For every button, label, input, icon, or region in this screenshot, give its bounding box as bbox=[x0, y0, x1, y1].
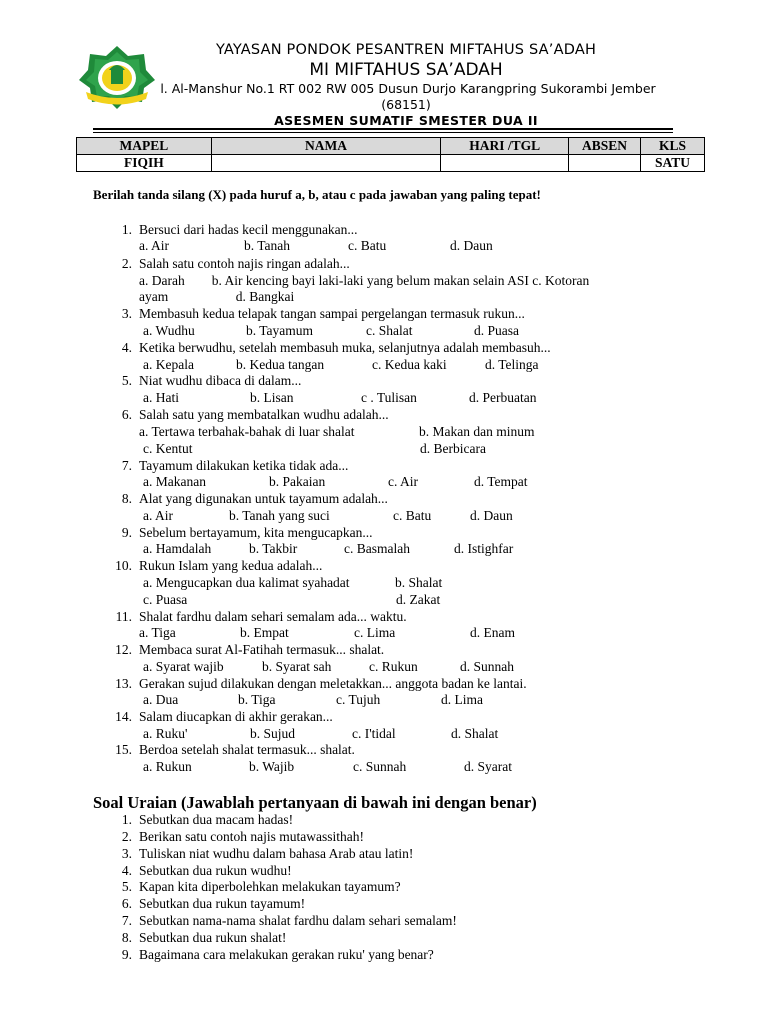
essay-text: Sebutkan nama-nama shalat fardhu dalam sehari semalam! bbox=[139, 913, 457, 928]
option-a[interactable]: a. Mengucapkan dua kalimat syahadat bbox=[143, 575, 350, 590]
option-d[interactable]: d. Telinga bbox=[485, 357, 539, 372]
cell-kls: SATU bbox=[641, 155, 705, 172]
question-number: 12. bbox=[115, 642, 132, 657]
header-divider bbox=[93, 128, 673, 130]
question-text: Salah satu yang membatalkan wudhu adalah... bbox=[139, 407, 389, 422]
question-number: 11. bbox=[115, 609, 132, 624]
option-c[interactable]: c . Tulisan bbox=[361, 390, 417, 405]
option-d[interactable]: d. Zakat bbox=[396, 592, 441, 607]
option-c[interactable]: c. Sunnah bbox=[353, 759, 407, 774]
option-a[interactable]: a. Air bbox=[143, 508, 173, 523]
header-nama: NAMA bbox=[211, 138, 441, 155]
option-d[interactable]: d. Tempat bbox=[474, 474, 528, 489]
header-kls: KLS bbox=[641, 138, 705, 155]
question-number: 13. bbox=[115, 676, 132, 691]
option-b[interactable]: b. Wajib bbox=[249, 759, 295, 774]
foundation-name: YAYASAN PONDOK PESANTREN MIFTAHUS SA’ADAH bbox=[215, 42, 597, 58]
postal-code: (68151) bbox=[381, 97, 431, 112]
option-b[interactable]: b. Syarat sah bbox=[262, 659, 332, 674]
option-d[interactable]: d. Daun bbox=[470, 508, 513, 523]
option-a[interactable]: a. Hamdalah bbox=[143, 541, 212, 556]
cell-nama[interactable] bbox=[211, 155, 441, 172]
header-hari-tgl: HARI /TGL bbox=[441, 138, 569, 155]
option-d[interactable]: d. Enam bbox=[470, 625, 515, 640]
option-c[interactable]: c. Air bbox=[388, 474, 418, 489]
option-d[interactable]: d. Syarat bbox=[464, 759, 512, 774]
exam-title: ASESMEN SUMATIF SMESTER DUA II bbox=[274, 113, 538, 128]
option-b[interactable]: b. Tiga bbox=[238, 692, 276, 707]
option-c[interactable]: c. Batu bbox=[393, 508, 432, 523]
question-number: 6. bbox=[121, 407, 132, 422]
essay-text: Sebutkan dua rukun wudhu! bbox=[139, 863, 292, 878]
option-c[interactable]: c. Kedua kaki bbox=[372, 357, 447, 372]
question-number: 1. bbox=[121, 222, 132, 237]
option-d[interactable]: d. Puasa bbox=[474, 323, 519, 338]
header-absen: ABSEN bbox=[569, 138, 641, 155]
option-c[interactable]: c. Batu bbox=[348, 238, 387, 253]
essay-section-title: Soal Uraian (Jawablah pertanyaan di bawah ini dengan benar) bbox=[93, 793, 537, 812]
option-b[interactable]: b. Tanah yang suci bbox=[229, 508, 330, 523]
option-line[interactable]: a. Darah b. Air kencing bayi laki-laki yang belum makan selain ASI c. Kotoran bbox=[139, 273, 590, 288]
question-number: 3. bbox=[121, 306, 132, 321]
option-a[interactable]: a. Air bbox=[139, 238, 169, 253]
option-b[interactable]: b. Tanah bbox=[244, 238, 291, 253]
cell-hari-tgl[interactable] bbox=[441, 155, 569, 172]
essay-number: 5. bbox=[121, 879, 132, 894]
option-d[interactable]: d. Perbuatan bbox=[469, 390, 537, 405]
cell-mapel: FIQIH bbox=[77, 155, 212, 172]
option-d[interactable]: d. Berbicara bbox=[420, 441, 486, 456]
question-text: Ketika berwudhu, setelah membasuh muka, selanjutnya adalah membasuh... bbox=[139, 340, 551, 355]
essay-text: Sebutkan dua rukun shalat! bbox=[139, 930, 287, 945]
option-a[interactable]: a. Rukun bbox=[143, 759, 192, 774]
essay-text: Bagaimana cara melakukan gerakan ruku' yang benar? bbox=[139, 947, 434, 962]
essay-number: 8. bbox=[121, 930, 132, 945]
option-c[interactable]: c. I'tidal bbox=[352, 726, 396, 741]
option-c[interactable]: c. Shalat bbox=[366, 323, 413, 338]
question-text: Berdoa setelah shalat termasuk... shalat. bbox=[139, 742, 355, 757]
option-c[interactable]: c. Lima bbox=[354, 625, 396, 640]
option-a[interactable]: a. Wudhu bbox=[143, 323, 195, 338]
question-number: 4. bbox=[121, 340, 132, 355]
essay-text: Sebutkan dua macam hadas! bbox=[139, 812, 294, 827]
option-b[interactable]: b. Empat bbox=[240, 625, 289, 640]
question-number: 7. bbox=[121, 458, 132, 473]
essay-text: Kapan kita diperbolehkan melakukan tayamum? bbox=[139, 879, 401, 894]
essay-number: 7. bbox=[121, 913, 132, 928]
option-c[interactable]: c. Tujuh bbox=[336, 692, 381, 707]
school-address: l. Al-Manshur No.1 RT 002 RW 005 Dusun Durjo Karangpring Sukorambi Jember bbox=[160, 81, 656, 96]
school-name: MI MIFTAHUS SA’ADAH bbox=[309, 60, 503, 80]
option-b[interactable]: b. Makan dan minum bbox=[419, 424, 535, 439]
question-number: 5. bbox=[121, 373, 132, 388]
option-a[interactable]: a. Hati bbox=[143, 390, 179, 405]
option-d[interactable]: d. Lima bbox=[441, 692, 483, 707]
essay-text: Sebutkan dua rukun tayamum! bbox=[139, 896, 306, 911]
table-header-row bbox=[77, 138, 705, 155]
option-b[interactable]: b. Tayamum bbox=[246, 323, 314, 338]
question-text: Membaca surat Al-Fatihah termasuk... shalat. bbox=[139, 642, 385, 657]
option-c[interactable]: c. Kentut bbox=[143, 441, 193, 456]
option-b[interactable]: b. Pakaian bbox=[269, 474, 326, 489]
essay-number: 4. bbox=[121, 863, 132, 878]
essay-number: 1. bbox=[121, 812, 132, 827]
option-d[interactable]: d. Istighfar bbox=[454, 541, 514, 556]
option-line[interactable]: ayam d. Bangkai bbox=[139, 289, 295, 304]
instruction-text: Berilah tanda silang (X) pada huruf a, b, atau c pada jawaban yang paling tepat! bbox=[93, 187, 541, 202]
option-a[interactable]: a. Dua bbox=[143, 692, 179, 707]
option-b[interactable]: b. Kedua tangan bbox=[236, 357, 325, 372]
question-number: 9. bbox=[121, 525, 132, 540]
cell-absen[interactable] bbox=[569, 155, 641, 172]
option-d[interactable]: d. Daun bbox=[450, 238, 493, 253]
student-info-table bbox=[76, 137, 705, 172]
essay-number: 9. bbox=[121, 947, 132, 962]
question-text: Membasuh kedua telapak tangan sampai pergelangan termasuk rukun... bbox=[139, 306, 525, 321]
option-d[interactable]: d. Shalat bbox=[451, 726, 499, 741]
question-text: Alat yang digunakan untuk tayamum adalah... bbox=[139, 491, 388, 506]
question-text: Salam diucapkan di akhir gerakan... bbox=[139, 709, 333, 724]
header-mapel: MAPEL bbox=[77, 138, 212, 155]
option-c[interactable]: c. Rukun bbox=[369, 659, 418, 674]
option-b[interactable]: b. Lisan bbox=[250, 390, 294, 405]
header-divider-thin bbox=[93, 132, 673, 133]
question-text: Gerakan sujud dilakukan dengan meletakkan... anggota badan ke lantai. bbox=[139, 676, 527, 691]
question-text: Salah satu contoh najis ringan adalah... bbox=[139, 256, 350, 271]
option-c[interactable]: c. Basmalah bbox=[344, 541, 410, 556]
option-a[interactable]: a. Tiga bbox=[139, 625, 176, 640]
option-b[interactable]: b. Sujud bbox=[250, 726, 296, 741]
question-number: 8. bbox=[121, 491, 132, 506]
essay-number: 6. bbox=[121, 896, 132, 911]
question-text: Tayamum dilakukan ketika tidak ada... bbox=[139, 458, 349, 473]
question-text: Sebelum bertayamum, kita mengucapkan... bbox=[139, 525, 373, 540]
essay-number: 2. bbox=[121, 829, 132, 844]
question-number: 10. bbox=[115, 558, 132, 573]
option-b[interactable]: b. Takbir bbox=[249, 541, 298, 556]
essay-number: 3. bbox=[121, 846, 132, 861]
question-number: 15. bbox=[115, 742, 132, 757]
essay-text: Berikan satu contoh najis mutawassithah! bbox=[139, 829, 364, 844]
essay-text: Tuliskan niat wudhu dalam bahasa Arab atau latin! bbox=[139, 846, 414, 861]
option-a[interactable]: a. Syarat wajib bbox=[143, 659, 224, 674]
option-a[interactable]: a. Tertawa terbahak-bahak di luar shalat bbox=[139, 424, 355, 439]
option-a[interactable]: a. Makanan bbox=[143, 474, 206, 489]
question-text: Rukun Islam yang kedua adalah... bbox=[139, 558, 323, 573]
option-c[interactable]: c. Puasa bbox=[143, 592, 188, 607]
question-number: 14. bbox=[115, 709, 132, 724]
question-text: Niat wudhu dibaca di dalam... bbox=[139, 373, 302, 388]
table-row bbox=[77, 155, 705, 172]
option-d[interactable]: d. Sunnah bbox=[460, 659, 514, 674]
question-text: Bersuci dari hadas kecil menggunakan... bbox=[139, 222, 358, 237]
option-b[interactable]: b. Shalat bbox=[395, 575, 443, 590]
school-logo-icon bbox=[78, 44, 156, 110]
question-number: 2. bbox=[121, 256, 132, 271]
option-a[interactable]: a. Kepala bbox=[143, 357, 194, 372]
option-a[interactable]: a. Ruku' bbox=[143, 726, 188, 741]
question-text: Shalat fardhu dalam sehari semalam ada... waktu. bbox=[139, 609, 407, 624]
